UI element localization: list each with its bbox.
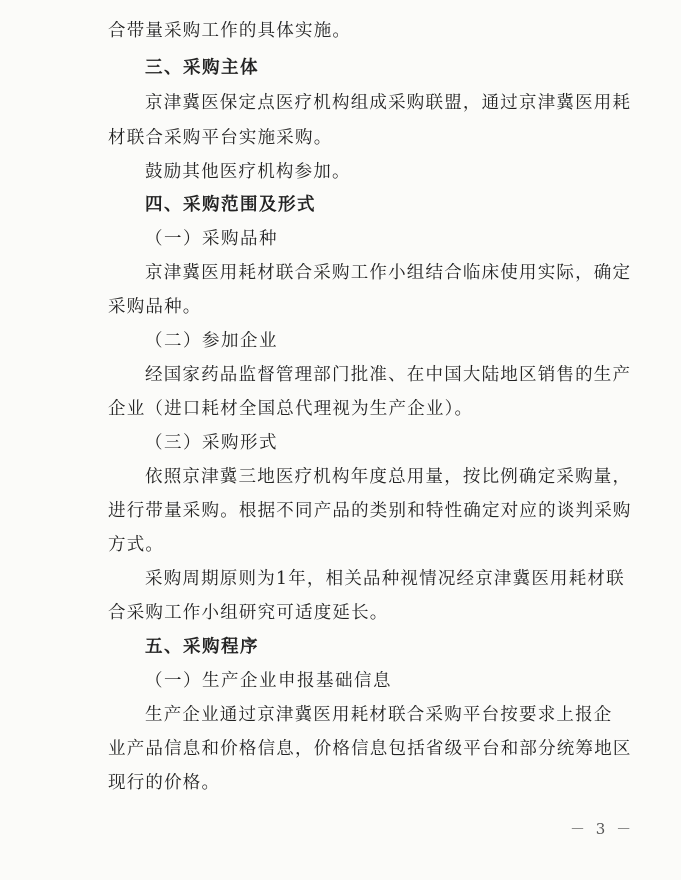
- text-line: 经国家药品监督管理部门批准、在中国大陆地区销售的生产: [145, 365, 632, 385]
- text-line: 企业（进口耗材全国总代理视为生产企业）。: [108, 399, 474, 419]
- text-line: 采购周期原则为1年，相关品种视情况经京津冀医用耗材联: [145, 569, 625, 589]
- subsection-heading: （一）采购品种: [145, 229, 278, 249]
- text-line: 京津冀医保定点医疗机构组成采购联盟，通过京津冀医用耗: [145, 93, 632, 113]
- text-line: 合带量采购工作的具体实施。: [108, 21, 352, 41]
- text-line: 依照京津冀三地医疗机构年度总用量，按比例确定采购量，: [145, 467, 632, 487]
- text-line: 鼓励其他医疗机构参加。: [145, 162, 351, 182]
- text-line: 现行的价格。: [108, 773, 221, 793]
- subsection-heading: （一）生产企业申报基础信息: [145, 671, 392, 691]
- page-number: － 3 －: [570, 820, 635, 838]
- section-heading: 三、采购主体: [145, 58, 259, 78]
- subsection-heading: （三）采购形式: [145, 433, 278, 453]
- text-line: 合采购工作小组研究可适度延长。: [108, 603, 389, 623]
- text-line: 采购品种。: [108, 297, 202, 317]
- text-line: 材联合采购平台实施采购。: [108, 128, 333, 148]
- subsection-heading: （二）参加企业: [145, 331, 278, 351]
- text-line: 业产品信息和价格信息，价格信息包括省级平台和部分统筹地区: [108, 739, 632, 759]
- text-line: 京津冀医用耗材联合采购工作小组结合临床使用实际，确定: [145, 263, 632, 283]
- section-heading: 五、采购程序: [145, 637, 259, 657]
- section-heading: 四、采购范围及形式: [145, 195, 316, 215]
- text-line: 方式。: [108, 535, 165, 555]
- text-line: 进行带量采购。根据不同产品的类别和特性确定对应的谈判采购: [108, 501, 632, 521]
- text-line: 生产企业通过京津冀医用耗材联合采购平台按要求上报企: [145, 705, 613, 725]
